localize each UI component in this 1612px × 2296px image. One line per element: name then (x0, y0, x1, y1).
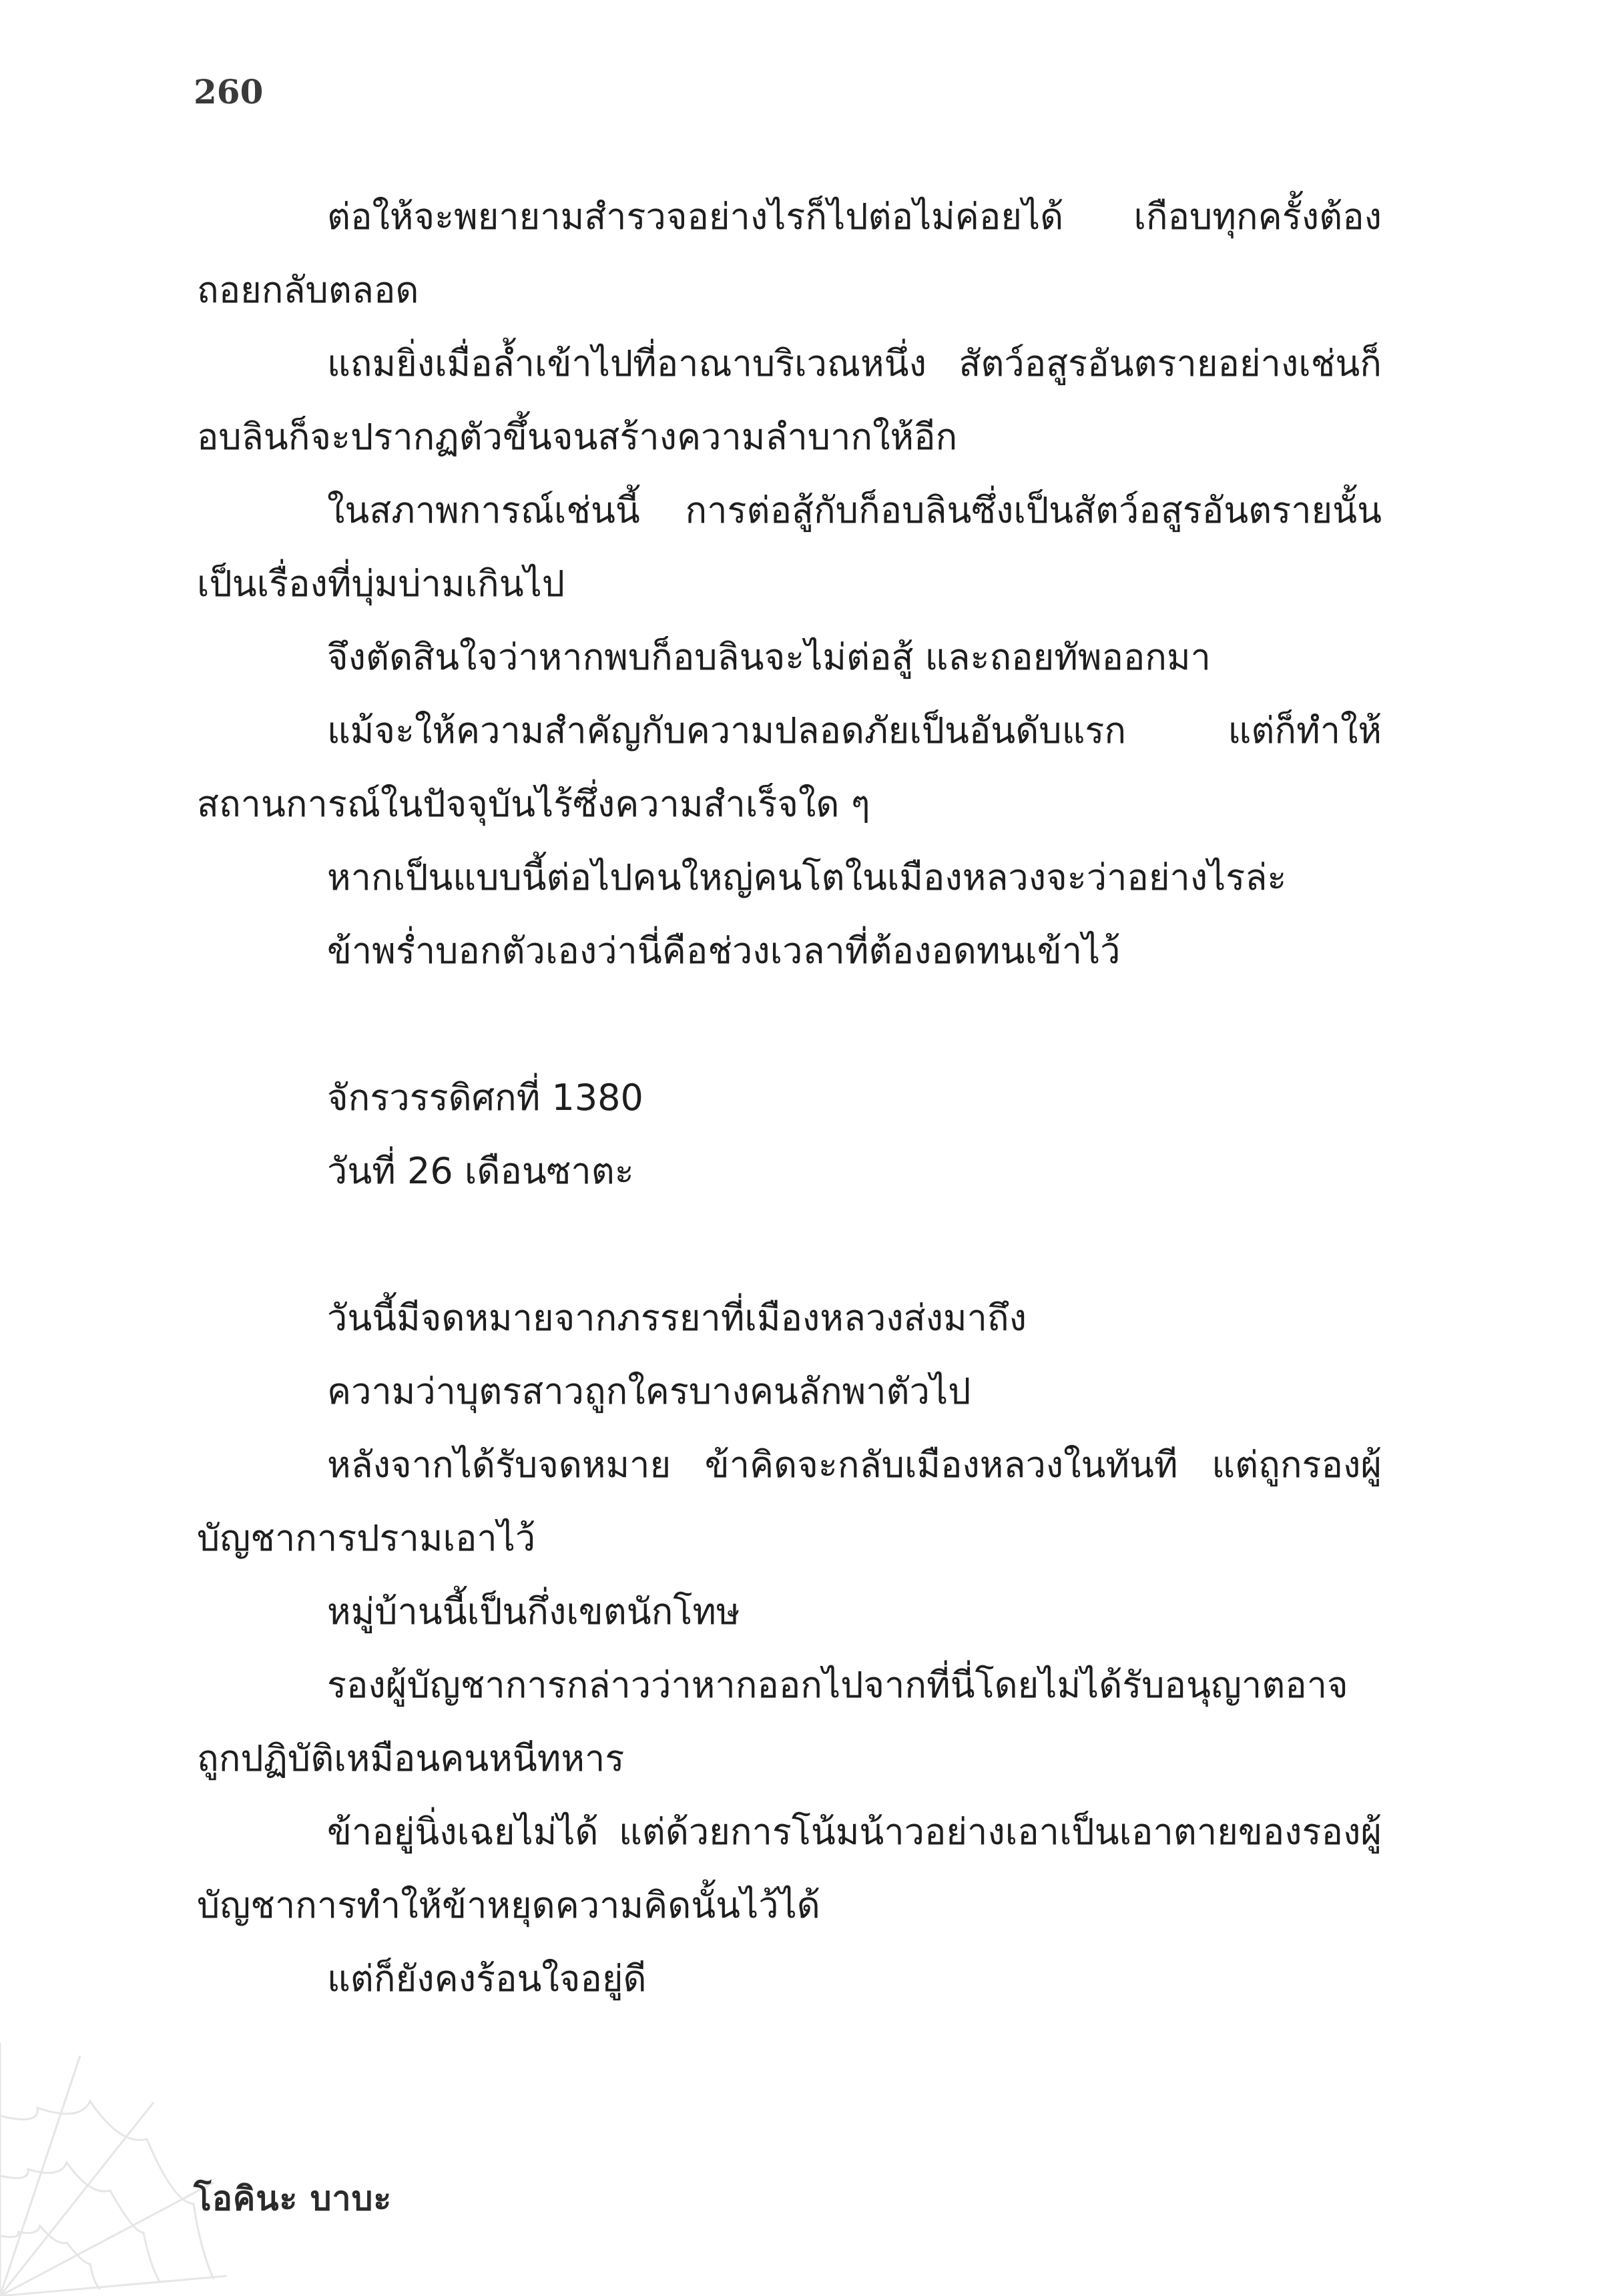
paragraph: หมู่บ้านนี้เป็นกึ่งเขตนักโทษ (327, 1591, 740, 1633)
date-day-line: วันที่ 26 เดือนซาตะ (327, 1150, 634, 1192)
paragraph: ข้าพร่ำบอกตัวเองว่านี่คือช่วงเวลาที่ต้องอดทนเข้าไว้ (327, 930, 1121, 972)
paragraph: แม้จะให้ความสำคัญกับความปลอดภัยเป็นอันดับแรก แต่ก็ทำให้สถานการณ์ในปัจจุบันไร้ซึ่งความสำเร็จใด ๆ (197, 709, 1382, 825)
spider-web-icon (0, 2016, 227, 2296)
paragraph: หากเป็นแบบนี้ต่อไปคนใหญ่คนโตในเมืองหลวงจะว่าอย่างไรล่ะ (327, 856, 1287, 898)
paragraph: วันนี้มีจดหมายจากภรรยาที่เมืองหลวงส่งมาถึง (327, 1297, 1027, 1339)
paragraph: แถมยิ่งเมื่อล้ำเข้าไปที่อาณาบริเวณหนึ่ง สัตว์อสูรอันตรายอย่างเช่นก็อบลินก็จะปรากฏตัวขึ้นจนสร้างความลำบากให้อีก (197, 342, 1382, 458)
paragraph: หลังจากได้รับจดหมาย ข้าคิดจะกลับเมืองหลวงในทันที แต่ถูกรองผู้บัญชาการปรามเอาไว้ (197, 1444, 1382, 1559)
footer-author: โอคินะ บาบะ (194, 2179, 392, 2218)
blank-line (197, 988, 1382, 1061)
blank-line (197, 1208, 1382, 1281)
paragraph: รองผู้บัญชาการกล่าวว่าหากออกไปจากที่นี่โดยไม่ได้รับอนุญาตอาจถูกปฏิบัติเหมือนคนหนีทหาร (197, 1664, 1348, 1779)
body-text (197, 180, 1382, 2016)
paragraph: จึงตัดสินใจว่าหากพบก็อบลินจะไม่ต่อสู้ และถอยทัพออกมา (327, 636, 1211, 678)
paragraph: ต่อให้จะพยายามสำรวจอย่างไรก็ไปต่อไม่ค่อยได้ เกือบทุกครั้งต้องถอยกลับตลอด (197, 196, 1382, 311)
paragraph: ในสภาพการณ์เช่นนี้ การต่อสู้กับก็อบลินซึ่งเป็นสัตว์อสูรอันตรายนั้นเป็นเรื่องที่บุ่มบ่ามเกินไป (197, 489, 1382, 605)
paragraph: ความว่าบุตรสาวถูกใครบางคนลักพาตัวไป (327, 1370, 971, 1412)
paragraph: แต่ก็ยังคงร้อนใจอยู่ดี (327, 1958, 647, 2000)
paragraph: ข้าอยู่นิ่งเฉยไม่ได้ แต่ด้วยการโน้มน้าวอย่างเอาเป็นเอาตายของรองผู้บัญชาการทำให้ข้าหยุดความคิดนั้นไว้ได้ (197, 1811, 1382, 1926)
date-year-line: จักรวรรดิศกที่ 1380 (327, 1077, 643, 1119)
page-number: 260 (194, 72, 264, 111)
